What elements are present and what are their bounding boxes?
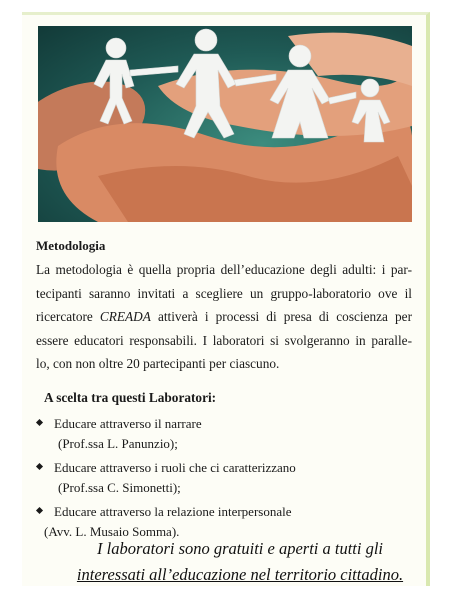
paragraph-line: La metodologia è quella propria dell’educazione degli adulti: i par- [36,262,412,277]
section-title: Metodologia [36,238,106,253]
paper-family-in-hands-image [38,26,412,222]
creada-name: CREADA [99,309,151,324]
paragraph-line: essere educatori responsabili. I laboratori si svolgeranno in paralle- [36,332,412,348]
choice-heading: A scelta tra questi Laboratori: [44,390,217,405]
diamond-bullet-icon [36,463,43,470]
closing-note [20,536,460,588]
paragraph-fragment: attiverà i processi di presa di coscienza per [150,309,412,324]
lab-name: Educare attraverso il narrare [54,416,202,431]
closing-line: I laboratori sono gratuiti e aperti a tutti gli [96,539,383,558]
list-item [36,414,416,458]
lab-leader: (Prof.ssa L. Panunzio); [58,436,178,451]
paragraph-line: lo, con non oltre 20 partecipanti per ciascuno. [36,356,280,371]
lab-leader: (Avv. L. Musaio Somma). [44,524,180,539]
lab-list [36,414,416,546]
diamond-bullet-icon [36,419,43,426]
paragraph-fragment: ricercatore [36,309,100,324]
methodology-paragraph [36,258,412,376]
paragraph-line: tecipanti saranno invitati a scegliere un gruppo-laboratorio ove il [36,285,412,301]
closing-line: interessati all’educazione nel territorio cittadino. [76,565,404,584]
paragraph-line [36,305,412,329]
lab-leader: (Prof.ssa C. Simonetti); [58,480,181,495]
lab-name: Educare attraverso la relazione interpersonale [54,504,292,519]
diamond-bullet-icon [36,507,43,514]
lab-name: Educare attraverso i ruoli che ci caratterizzano [54,460,296,475]
list-item [36,458,416,502]
